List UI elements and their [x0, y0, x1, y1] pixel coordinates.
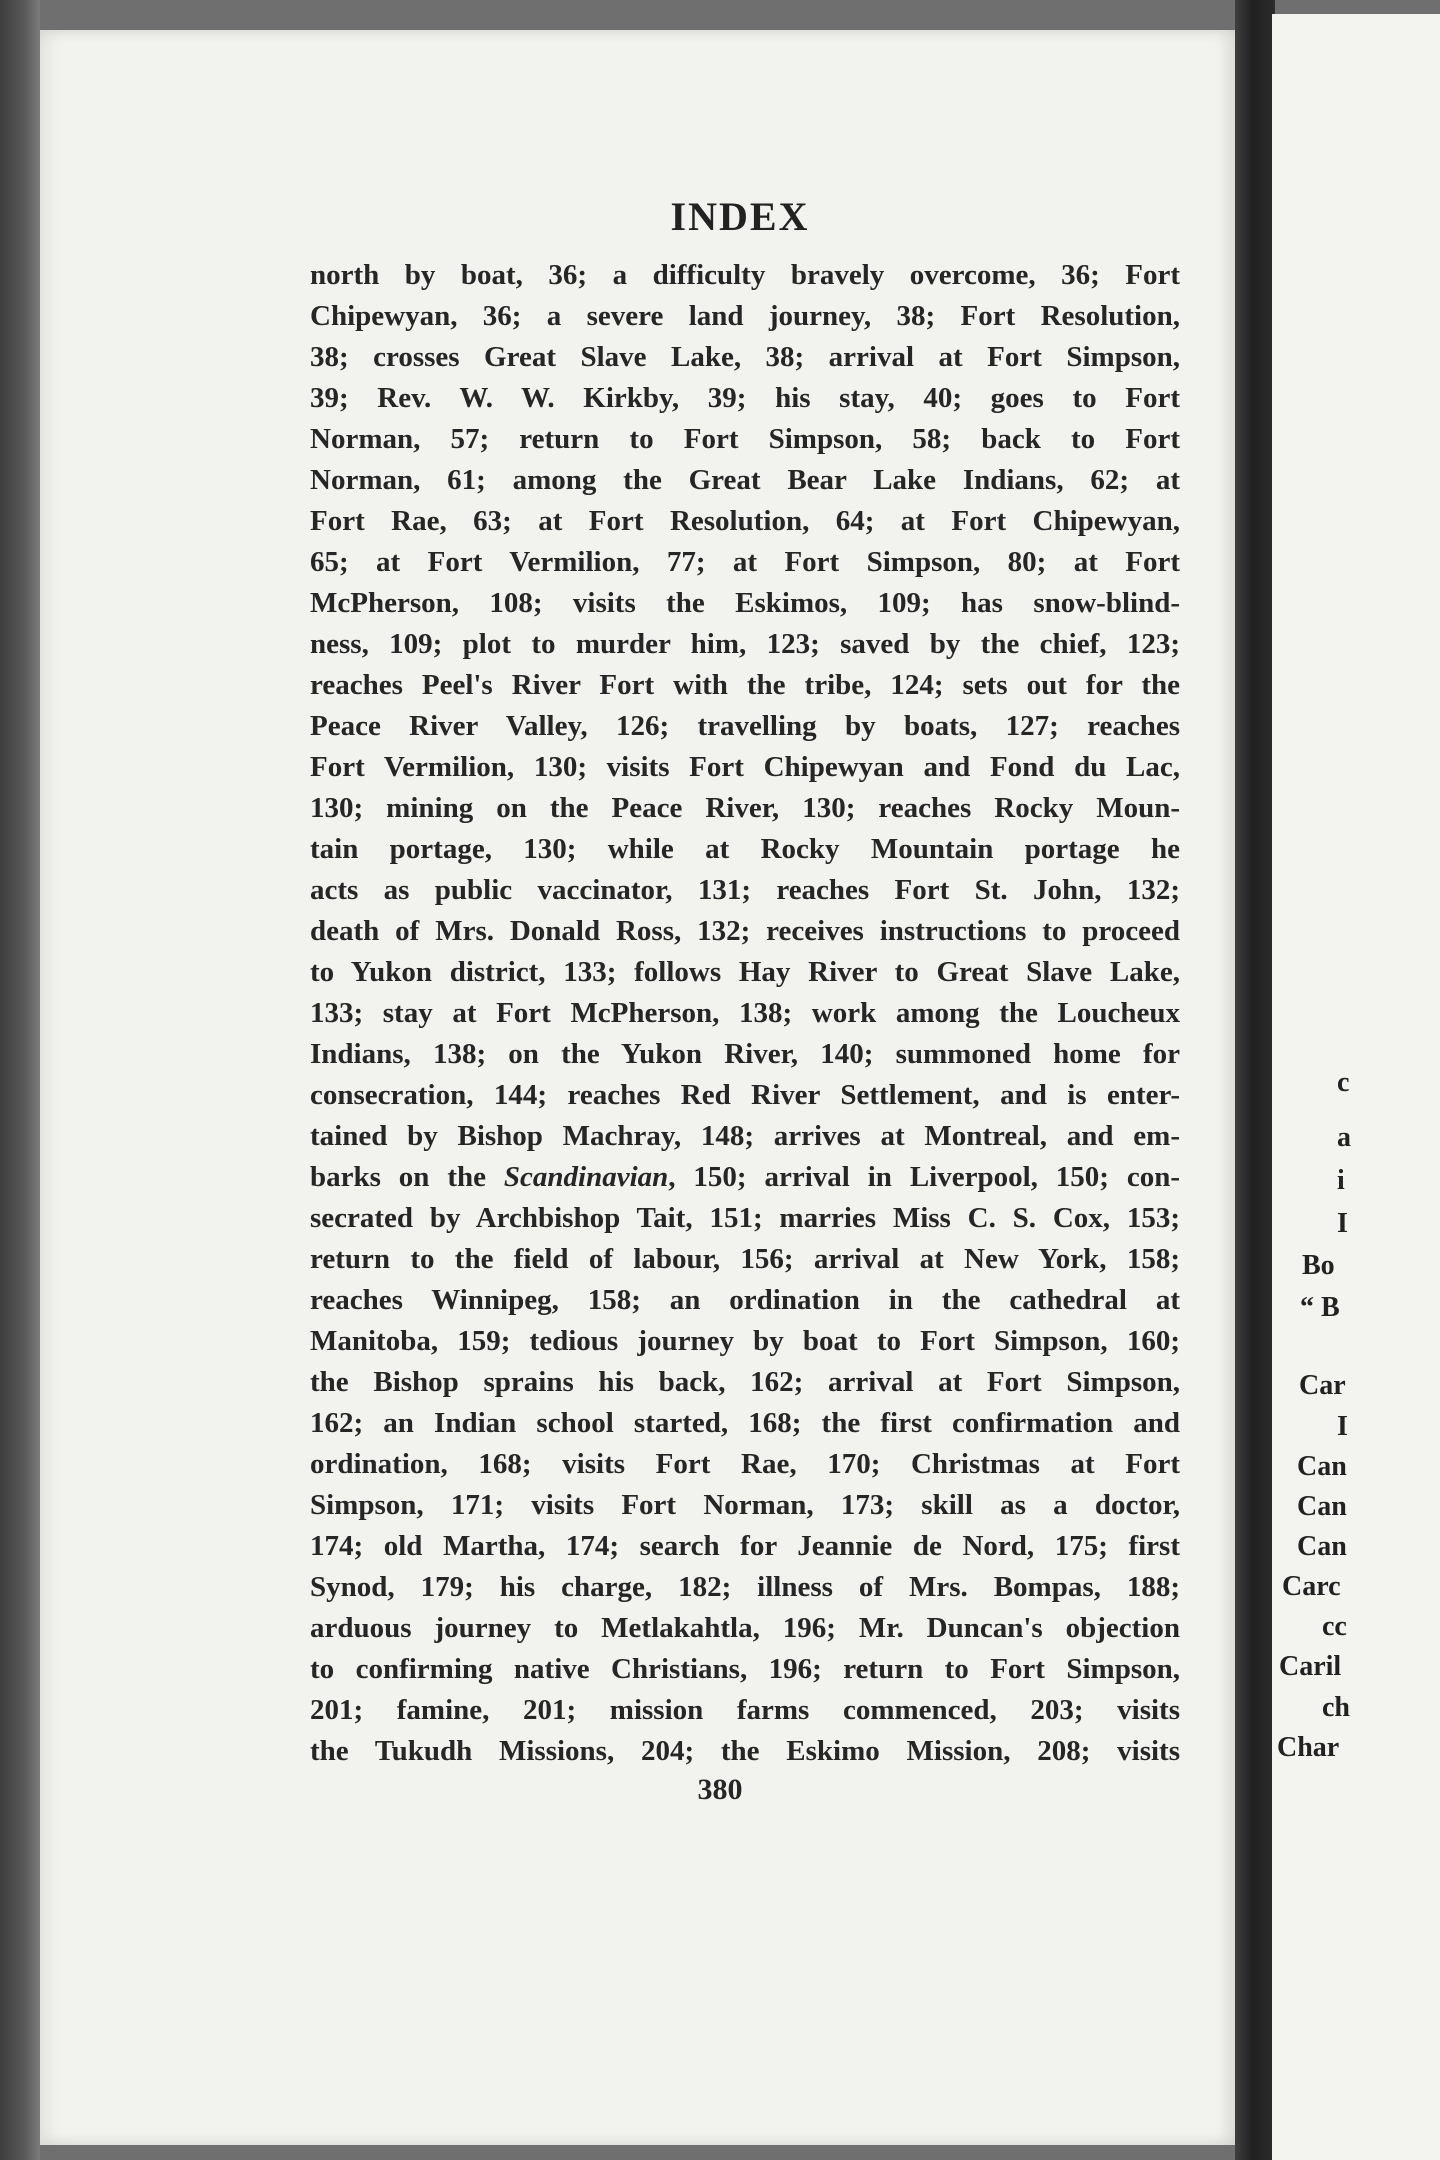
- index-line: ordination, 168; visits Fort Rae, 170; Christmas at Fort: [310, 1448, 1180, 1480]
- facing-page-fragment: I: [1337, 1410, 1348, 1442]
- index-line: consecration, 144; reaches Red River Settlement, and is enter-: [310, 1079, 1180, 1111]
- index-line: Peace River Valley, 126; travelling by boats, 127; reaches: [310, 710, 1180, 742]
- facing-page-fragment: Car: [1299, 1370, 1346, 1402]
- book-gutter: [1235, 0, 1275, 2160]
- index-line: reaches Peel's River Fort with the tribe, 124; sets out for the: [310, 669, 1180, 701]
- index-line: 38; crosses Great Slave Lake, 38; arrival at Fort Simpson,: [310, 341, 1180, 373]
- index-line: north by boat, 36; a difficulty bravely overcome, 36; Fort: [310, 259, 1180, 291]
- index-line: tain portage, 130; while at Rocky Mountain portage he: [310, 833, 1180, 865]
- index-line: Fort Vermilion, 130; visits Fort Chipewyan and Fond du Lac,: [310, 751, 1180, 783]
- index-line: 65; at Fort Vermilion, 77; at Fort Simpson, 80; at Fort: [310, 546, 1180, 578]
- index-line: return to the field of labour, 156; arrival at New York, 158;: [310, 1243, 1180, 1275]
- facing-page-fragment: Caril: [1279, 1651, 1342, 1683]
- index-line: ness, 109; plot to murder him, 123; saved by the chief, 123;: [310, 628, 1180, 660]
- facing-page-fragment: Carc: [1282, 1571, 1341, 1603]
- index-line: death of Mrs. Donald Ross, 132; receives instructions to proceed: [310, 915, 1180, 947]
- ship-name: Scandinavian: [503, 1161, 669, 1193]
- index-line: 133; stay at Fort McPherson, 138; work among the Loucheux: [310, 997, 1180, 1029]
- index-line: reaches Winnipeg, 158; an ordination in the cathedral at: [310, 1284, 1180, 1316]
- index-line: Simpson, 171; visits Fort Norman, 173; skill as a doctor,: [310, 1489, 1180, 1521]
- index-line: 201; famine, 201; mission farms commenced, 203; visits: [310, 1694, 1180, 1726]
- index-entry-text: [310, 255, 1180, 1772]
- facing-page-fragment: ch: [1322, 1691, 1350, 1723]
- facing-page-fragment: Can: [1297, 1531, 1347, 1562]
- index-line: Manitoba, 159; tedious journey by boat to Fort Simpson, 160;: [310, 1325, 1180, 1357]
- index-line: 39; Rev. W. W. Kirkby, 39; his stay, 40; goes to Fort: [310, 382, 1180, 414]
- index-line: the Bishop sprains his back, 162; arrival at Fort Simpson,: [310, 1366, 1180, 1398]
- facing-page-fragment: i: [1337, 1164, 1345, 1196]
- index-line: secrated by Archbishop Tait, 151; marries Miss C. S. Cox, 153;: [310, 1202, 1180, 1234]
- index-line: McPherson, 108; visits the Eskimos, 109; has snow-blind-: [310, 587, 1180, 619]
- facing-page-fragment: Char: [1277, 1731, 1340, 1763]
- book-edge: [0, 0, 40, 2160]
- index-line: acts as public vaccinator, 131; reaches Fort St. John, 132;: [310, 874, 1180, 906]
- facing-page-fragment: a: [1337, 1122, 1351, 1154]
- index-line: Norman, 61; among the Great Bear Lake Indians, 62; at: [310, 464, 1180, 496]
- index-line: the Tukudh Missions, 204; the Eskimo Mission, 208; visits: [310, 1735, 1180, 1767]
- facing-page-fragment: cc: [1322, 1611, 1347, 1643]
- index-line: Indians, 138; on the Yukon River, 140; summoned home for: [310, 1038, 1180, 1070]
- page-header: INDEX: [670, 194, 810, 239]
- index-line: 130; mining on the Peace River, 130; reaches Rocky Moun-: [310, 792, 1180, 824]
- facing-page-fragment: Bo: [1302, 1249, 1335, 1281]
- index-line: Norman, 57; return to Fort Simpson, 58; back to Fort: [310, 423, 1180, 455]
- page-number: 380: [697, 1773, 743, 1806]
- facing-page: [1272, 14, 1440, 2160]
- facing-page-fragment: c: [1337, 1067, 1350, 1099]
- facing-page-fragment: Can: [1297, 1450, 1347, 1482]
- index-line: to confirming native Christians, 196; return to Fort Simpson,: [310, 1653, 1180, 1685]
- index-line: Fort Rae, 63; at Fort Resolution, 64; at Fort Chipewyan,: [310, 505, 1180, 537]
- index-line: 174; old Martha, 174; search for Jeannie de Nord, 175; first: [310, 1530, 1180, 1562]
- facing-page-fragment: Can: [1297, 1490, 1347, 1522]
- index-line: Chipewyan, 36; a severe land journey, 38; Fort Resolution,: [310, 300, 1180, 332]
- index-line: to Yukon district, 133; follows Hay River to Great Slave Lake,: [310, 956, 1180, 988]
- index-line: 162; an Indian school started, 168; the first confirmation and: [310, 1407, 1180, 1439]
- index-line: tained by Bishop Machray, 148; arrives at Montreal, and em-: [310, 1120, 1180, 1152]
- index-line: barks on the Scandinavian, 150; arrival in Liverpool, 150; con-: [310, 1161, 1181, 1193]
- index-line: arduous journey to Metlakahtla, 196; Mr. Duncan's objection: [310, 1612, 1180, 1644]
- facing-page-fragment: “ B: [1300, 1291, 1340, 1323]
- facing-page-fragment: I: [1337, 1208, 1348, 1240]
- index-line: Synod, 179; his charge, 182; illness of Mrs. Bompas, 188;: [310, 1571, 1180, 1603]
